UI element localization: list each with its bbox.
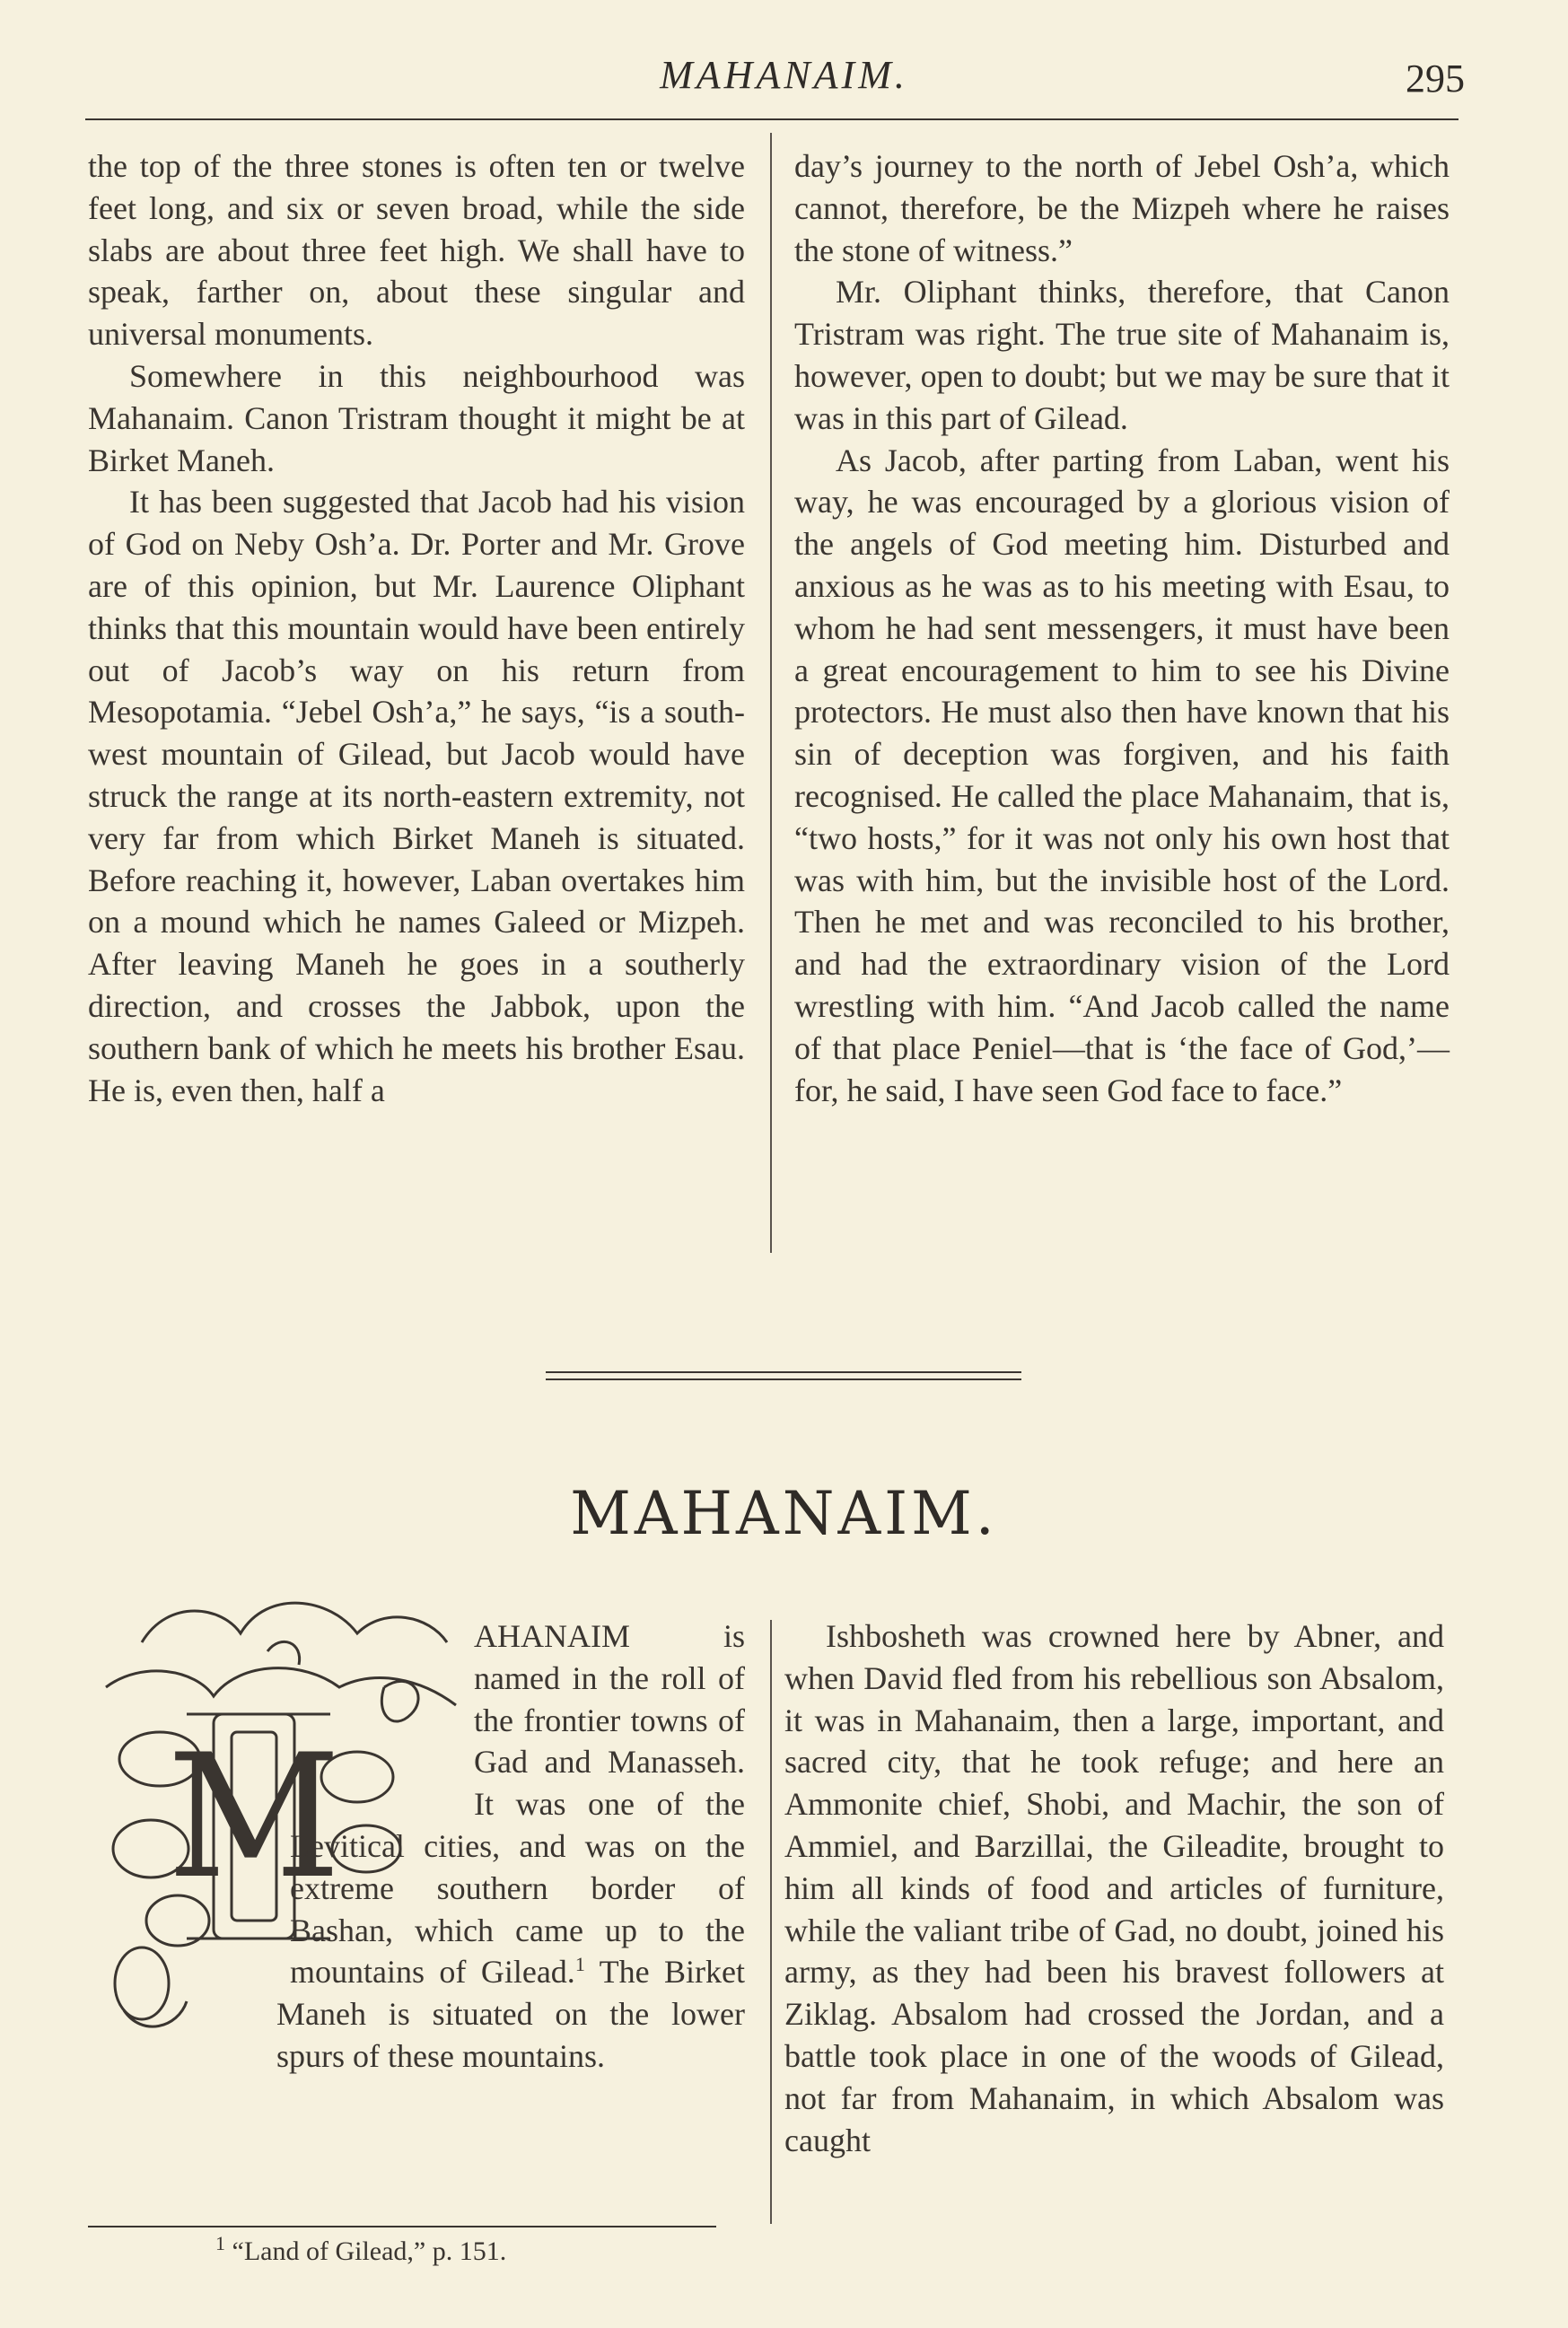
- paragraph: AHANAIM is named in the roll of the frontier towns of Gad and Manasseh. It was one of the Levitical cities, and was on the extreme southern border of Bashan, which came up to the mountains of Gilead.$^1$ The Birket Maneh is situated on the lower spurs of these mountains.: [276, 1618, 745, 2074]
- bottom-right-column: [784, 1615, 1444, 2161]
- footnote-reference[interactable]: 1: [574, 1953, 585, 1976]
- running-title: MAHANAIM.: [660, 53, 908, 97]
- drop-cap-letter: M: [166, 1718, 342, 1916]
- section-divider: [546, 1371, 1021, 1373]
- footnote-rule: [88, 2226, 716, 2227]
- paragraph: It has been suggested that Jacob had his vision of God on Neby Osh’a. Dr. Porter and Mr. Grove are of this opinion, but Mr. Laurence Oliphant thinks that this mountain would have been entirely out of Jacob’s way on his return from Mesopotamia. “Jebel Osh’a,” he says, “is a south-west mountain of Gilead, but Jacob would have struck the range at its north-eastern extremity, not very far from which Birket Maneh is situated. Before reaching it, however, Laban overtakes him on a mound which he names Galeed or Mizpeh. After leaving Maneh he goes in a southerly direction, and crosses the Jabbok, upon the southern bank of which he meets his brother Esau. He is, even then, half a: [88, 484, 745, 1108]
- paragraph: Somewhere in this neighbourhood was Mahanaim. Canon Tristram thought it might be at Birket Maneh.: [88, 357, 745, 478]
- paragraph: Ishbosheth was crowned here by Abner, and when David fled from his rebellious son Absalom, it was in Mahanaim, then a large, important, and sacred city, that he took refuge; and here an Ammonite chief, Shobi, and Machir, the son of Ammiel, and Barzillai, the Gileadite, brought to him all kinds of food and articles of furniture, while the valiant tribe of Gad, no doubt, joined his army, as they had been his bravest followers at Ziklag. Absalom had crossed the Jordan, and a battle took place in one of the woods of Gilead, not far from Mahanaim, in which Absalom was caught: [784, 1618, 1444, 2158]
- section-title: MAHANAIM.: [570, 1479, 998, 1548]
- paragraph: the top of the three stones is often ten or twelve feet long, and six or seven broad, while the side slabs are about three feet high. We shall have to speak, farther on, about these singular and universal monuments.: [88, 148, 745, 353]
- page-number: 295: [1406, 57, 1465, 101]
- paragraph: Mr. Oliphant thinks, therefore, that Canon Tristram was right. The true site of Mahanaim is, however, open to doubt; but we may be sure that it was in this part of Gilead.: [794, 274, 1450, 436]
- header-rule: [85, 118, 1459, 120]
- footnote-marker: 1: [215, 2232, 225, 2254]
- column-divider: [770, 1620, 772, 2224]
- column-divider: [770, 133, 772, 1253]
- section-divider: [546, 1378, 1021, 1380]
- paragraph: As Jacob, after parting from Laban, went his way, he was encouraged by a glorious vision of the angels of God meeting him. Disturbed and anxious as he was as to his meeting with Esau, to whom he had sent messengers, it must have been a great encouragement to him to see his Divine protectors. He must also then have known that his sin of deception was forgiven, and his faith recognised. He called the place Mahanaim, that is, “two hosts,” for it was not only his own host that was with him, but the invisible host of the Lord. Then he met and was reconciled to his brother, and had the extraordinary vision of the Lord wrestling with him. “And Jacob called the name of that place Peniel—that is ‘the face of God,’—for, he said, I have seen God face to face.”: [794, 442, 1450, 1108]
- bottom-left-column: [88, 1615, 745, 2154]
- footnote: $^1$ “Land of Gilead,” p. 151.: [215, 2232, 507, 2266]
- top-right-column: [794, 145, 1450, 1111]
- top-left-column: [88, 145, 745, 1111]
- paragraph: day’s journey to the north of Jebel Osh’a, which cannot, therefore, be the Mizpeh where he raises the stone of witness.”: [794, 148, 1450, 268]
